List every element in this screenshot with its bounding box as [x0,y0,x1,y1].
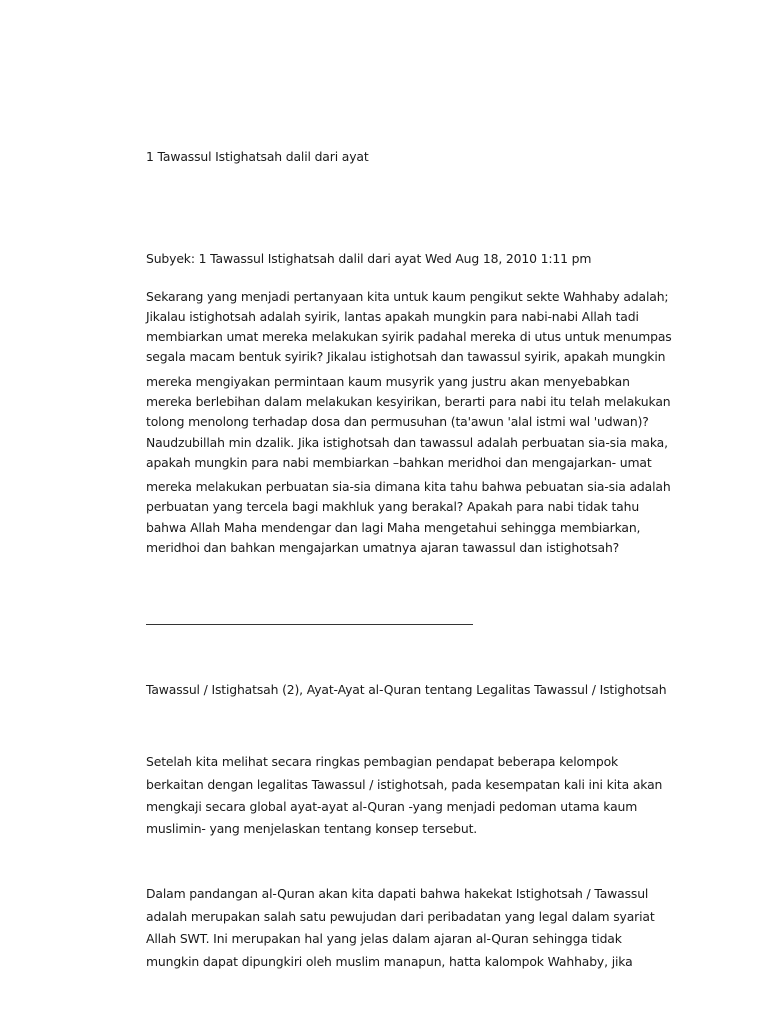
text-line: Naudzubillah min dzalik. Jika istighotsah dan tawassul adalah perbuatan sia-sia maka, [146,435,668,450]
text-line: mengkaji secara global ayat-ayat al-Quran -yang menjadi pedoman utama kaum [146,799,638,814]
text-line: membiarkan umat mereka melakukan syirik padahal mereka di utus untuk menumpas [146,329,672,344]
text-line: Dalam pandangan al-Quran akan kita dapati bahwa hakekat Istighotsah / Tawassul [146,886,649,901]
text-line: Setelah kita melihat secara ringkas pembagian pendapat beberapa kelompok [146,754,619,769]
subject-line: Subyek: 1 Tawassul Istighatsah dalil dari ayat Wed Aug 18, 2010 1:11 pm [146,251,592,266]
document-title: 1 Tawassul Istighatsah dalil dari ayat [146,149,369,164]
text-line: Allah SWT. Ini merupakan hal yang jelas dalam ajaran al-Quran sehingga tidak [146,931,622,946]
text-line: Jikalau istighotsah adalah syirik, lantas apakah mungkin para nabi-nabi Allah tadi [146,309,639,324]
text-line: mereka melakukan perbuatan sia-sia dimana kita tahu bahwa pebuatan sia-sia adalah [146,479,671,494]
text-line: mereka mengiyakan permintaan kaum musyrik yang justru akan menyebabkan [146,374,630,389]
text-line: segala macam bentuk syirik? Jikalau istighotsah dan tawassul syirik, apakah mungkin [146,349,666,364]
text-line: bahwa Allah Maha mendengar dan lagi Maha mengetahui sehingga membiarkan, [146,520,641,535]
text-line: meridhoi dan bahkan mengajarkan umatnya ajaran tawassul dan istighotsah? [146,540,620,555]
text-line: Sekarang yang menjadi pertanyaan kita untuk kaum pengikut sekte Wahhaby adalah; [146,289,669,304]
text-line: mungkin dapat dipungkiri oleh muslim manapun, hatta kalompok Wahhaby, jika [146,954,633,969]
horizontal-divider [146,624,473,625]
section-heading: Tawassul / Istighatsah (2), Ayat-Ayat al-Quran tentang Legalitas Tawassul / Istighotsah [146,682,667,697]
text-line: tolong menolong terhadap dosa dan permusuhan (ta'awun 'alal istmi wal 'udwan)? [146,414,649,429]
text-line: adalah merupakan salah satu pewujudan dari peribadatan yang legal dalam syariat [146,909,655,924]
text-line: mereka berlebihan dalam melakukan kesyirikan, berarti para nabi itu telah melakukan [146,394,671,409]
text-line: perbuatan yang tercela bagi makhluk yang berakal? Apakah para nabi tidak tahu [146,499,640,514]
text-line: apakah mungkin para nabi membiarkan –bahkan meridhoi dan mengajarkan- umat [146,455,652,470]
text-line: muslimin- yang menjelaskan tentang konsep tersebut. [146,821,478,836]
text-line: berkaitan dengan legalitas Tawassul / istighotsah, pada kesempatan kali ini kita akan [146,777,663,792]
